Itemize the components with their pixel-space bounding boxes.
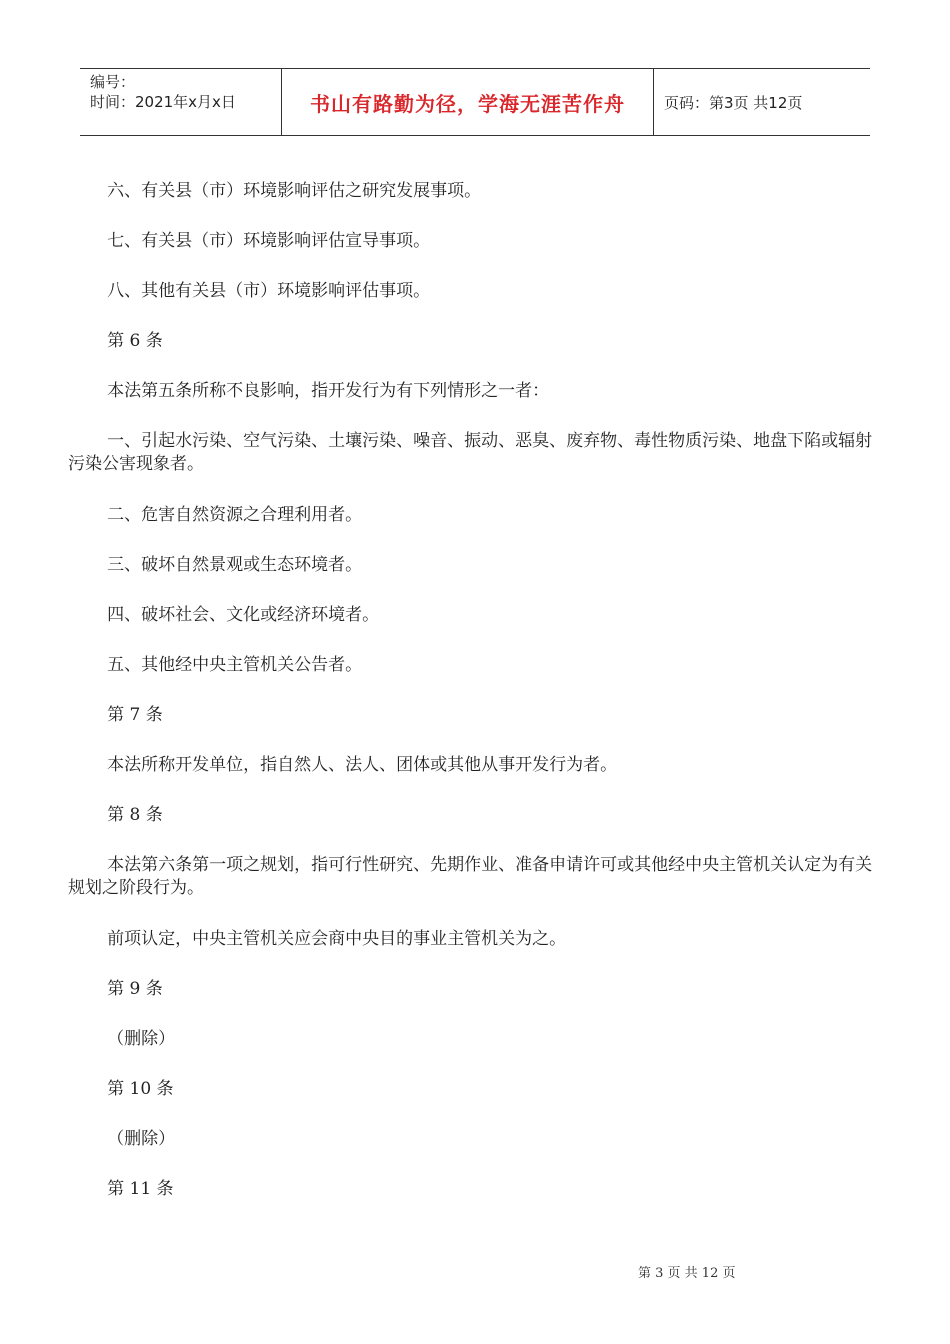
paragraph: 六、有关县（市）环境影响评估之研究发展事项。 (107, 181, 482, 201)
paragraph: 二、危害自然资源之合理利用者。 (107, 505, 363, 525)
document-number: 编号： (90, 73, 136, 91)
paragraph: 一、引起水污染、空气污染、土壤污染、噪音、振动、恶臭、废弃物、毒性物质污染、地盘下陷或辐射污染公害现象者。 (68, 431, 873, 474)
article-heading: 第 11 条 (107, 1179, 174, 1199)
paragraph: 本法第六条第一项之规划，指可行性研究、先期作业、准备申请许可或其他经中央主管机关认定为有关规划之阶段行为。 (68, 855, 873, 898)
header-motto: 书山有路勤为径，学海无涯苦作舟 (282, 69, 654, 135)
article-heading: 第 8 条 (107, 805, 163, 825)
paragraph: 四、破坏社会、文化或经济环境者。 (107, 605, 380, 625)
page-footer: 第 3 页 共 12 页 (638, 1266, 736, 1281)
paragraph: （删除） (107, 1029, 176, 1049)
paragraph: 八、其他有关县（市）环境影响评估事项。 (107, 281, 431, 301)
article-heading: 第 9 条 (107, 979, 163, 999)
paragraph: （删除） (107, 1129, 176, 1149)
article-heading: 第 7 条 (107, 705, 163, 725)
article-heading: 第 6 条 (107, 331, 163, 351)
paragraph: 前项认定，中央主管机关应会商中央目的事业主管机关为之。 (107, 929, 567, 949)
paragraph: 七、有关县（市）环境影响评估宣导事项。 (107, 231, 431, 251)
paragraph: 本法第五条所称不良影响，指开发行为有下列情形之一者： (107, 381, 550, 401)
paragraph: 三、破坏自然景观或生态环境者。 (107, 555, 363, 575)
paragraph: 五、其他经中央主管机关公告者。 (107, 655, 363, 675)
header-page-info: 页码：第3页 共12页 (664, 93, 803, 112)
page-header (80, 68, 870, 136)
paragraph: 本法所称开发单位，指自然人、法人、团体或其他从事开发行为者。 (107, 755, 618, 775)
article-heading: 第 10 条 (107, 1079, 174, 1099)
header-meta (80, 69, 282, 135)
document-date: 时间：2021年x月x日 (90, 93, 236, 111)
